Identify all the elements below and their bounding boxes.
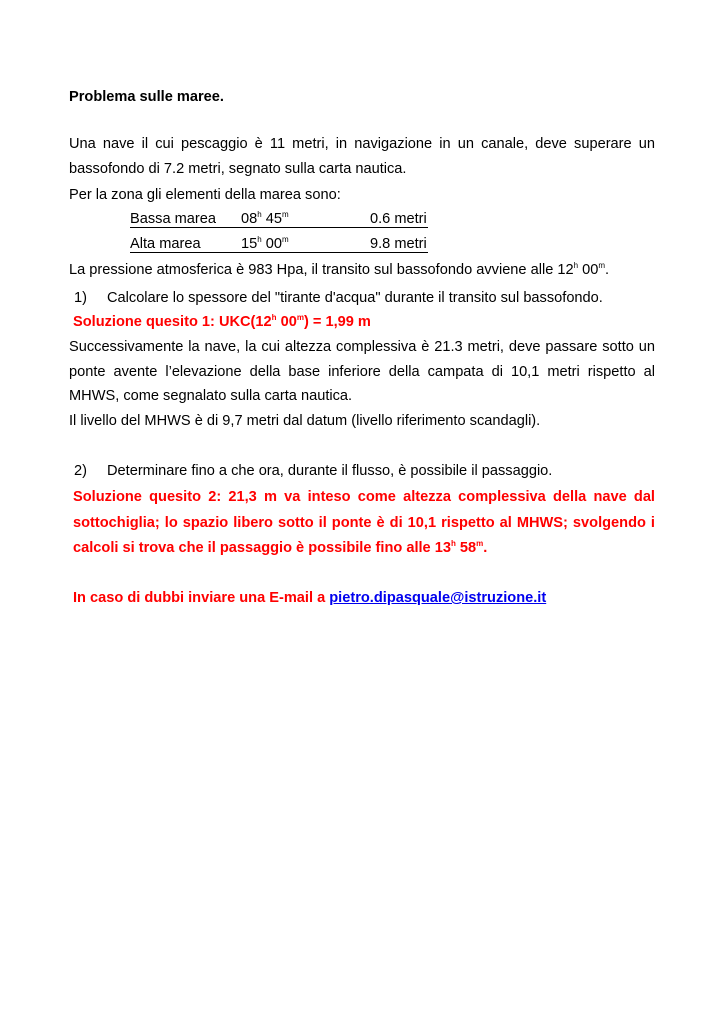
intro-paragraph: Una nave il cui pescaggio è 11 metri, in navigazione in un canale, deve superare un bassofondo di 7.2 metri, segnato sulla carta nautica. (69, 136, 655, 177)
question-1-number: 1) (74, 290, 87, 306)
solution-2: Soluzione quesito 2: 21,3 m va inteso come altezza complessiva della nave dal sottochiglia; lo spazio libero sotto il ponte è di 10,1 rispetto al MHWS; svolgendo i calcoli si trova che il passaggio è possibile fino alle 13$^h$ 58$^m$. (73, 489, 655, 557)
email-link[interactable]: pietro.dipasquale@istruzione.it (329, 590, 547, 606)
tide-label: Alta marea (130, 236, 201, 252)
tide-row-low (130, 210, 428, 228)
tide-intro: Per la zona gli elementi della marea sono: (69, 187, 341, 203)
tide-row-high (130, 235, 428, 253)
tide-label: Bassa marea (130, 211, 216, 227)
contact-line: In caso di dubbi inviare una E-mail a pietro.dipasquale@istruzione.it (73, 590, 547, 606)
tide-height: 0.6 metri (370, 211, 427, 227)
page-title: Problema sulle maree. (69, 89, 224, 105)
tide-height: 9.8 metri (370, 236, 427, 252)
tide-underline (130, 252, 428, 253)
question-2-number: 2) (74, 463, 87, 479)
tide-time: 15$^h$ 00$^m$ (241, 235, 289, 252)
mhws-line: Il livello del MHWS è di 9,7 metri dal datum (livello riferimento scandagli). (69, 413, 541, 429)
tide-time: 08$^h$ 45$^m$ (241, 210, 289, 227)
question-2-text: Determinare fino a che ora, durante il flusso, è possibile il passaggio. (107, 463, 553, 479)
paragraph-2: Successivamente la nave, la cui altezza complessiva è 21.3 metri, deve passare sotto un ponte avente l’elevazione della base inferiore della campata di 10,1 metri rispetto al MHWS, come segnalato sulla carta nautica. (69, 339, 655, 405)
tide-underline (130, 227, 428, 228)
question-1-text: Calcolare lo spessore del "tirante d'acqua" durante il transito sul bassofondo. (107, 290, 603, 306)
pressure-line: La pressione atmosferica è 983 Hpa, il transito sul bassofondo avviene alle 12$^h$ 00$^m$. (69, 261, 610, 278)
solution-1: Soluzione quesito 1: UKC(12$^h$ $00^m) = 1,99$ m (73, 313, 371, 330)
